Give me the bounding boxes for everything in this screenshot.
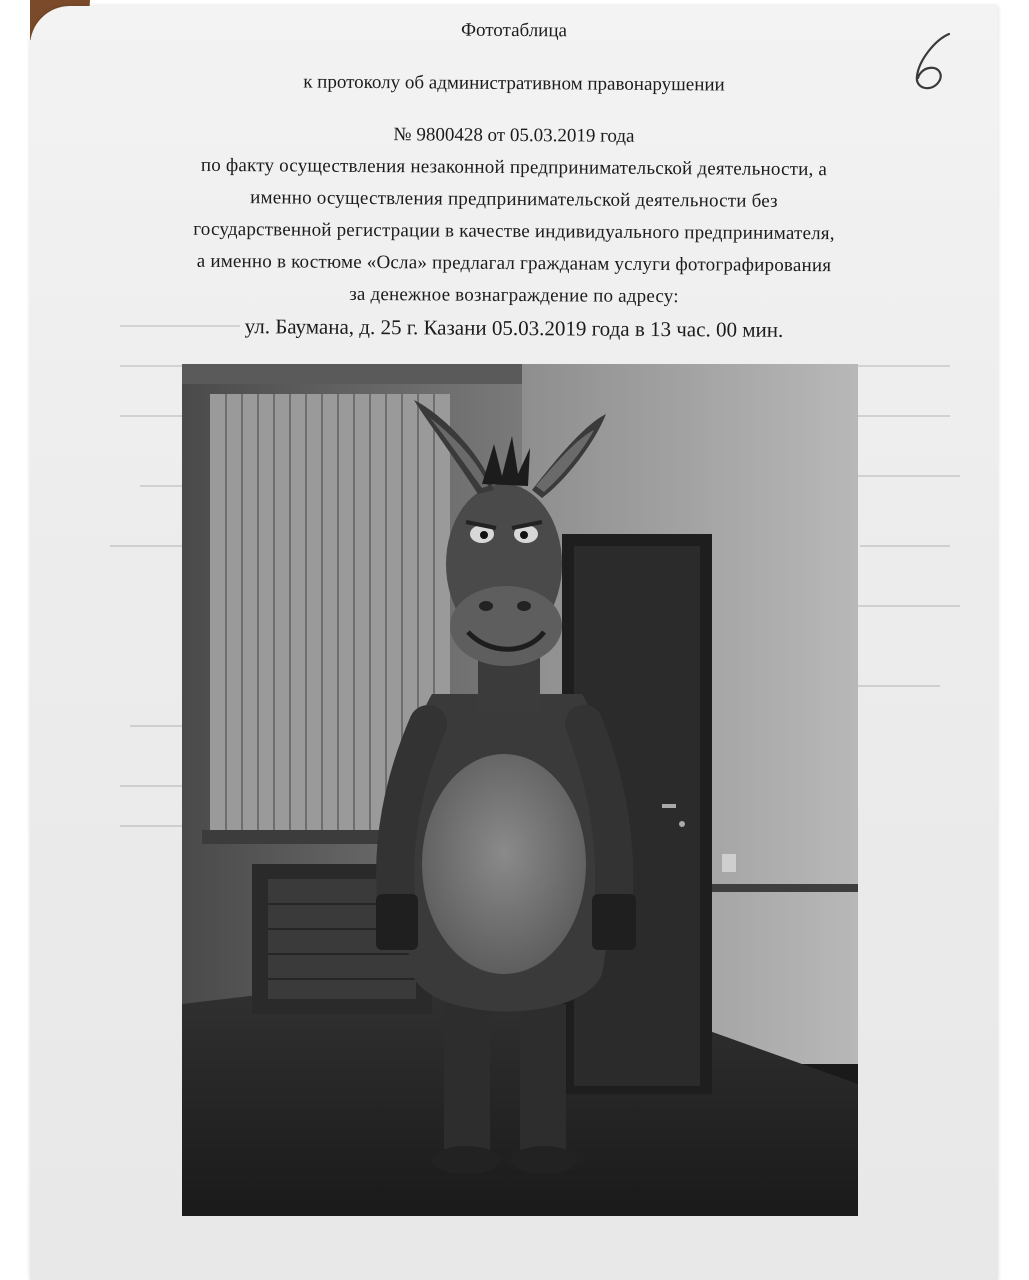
handwritten-page-number [905, 26, 965, 96]
donkey-costume-photo-image [182, 364, 858, 1216]
document-subtitle: к протоколу об административном правонарушении [303, 71, 725, 96]
document-page [30, 6, 998, 1280]
body-line-3: государственной регистрации в качестве индивидуального предпринимателя, [193, 218, 835, 245]
body-line-1: по факту осуществления незаконной предпринимательской деятельности, а [200, 154, 828, 181]
document-title: Фототаблица [460, 19, 568, 42]
body-line-4: а именно в костюме «Осла» предлагал гражданам услуги фотографирования [196, 250, 832, 277]
body-line-2: именно осуществления предпринимательской деятельности без [250, 187, 778, 212]
document-header [30, 16, 998, 342]
protocol-number: № 9800428 от 05.03.2019 года [393, 124, 635, 147]
evidence-photo [182, 364, 858, 1216]
body-line-5: за денежное вознаграждение по адресу: [349, 283, 679, 308]
address-line: ул. Баумана, д. 25 г. Казани 05.03.2019 года в 13 час. 00 мин. [244, 314, 784, 342]
